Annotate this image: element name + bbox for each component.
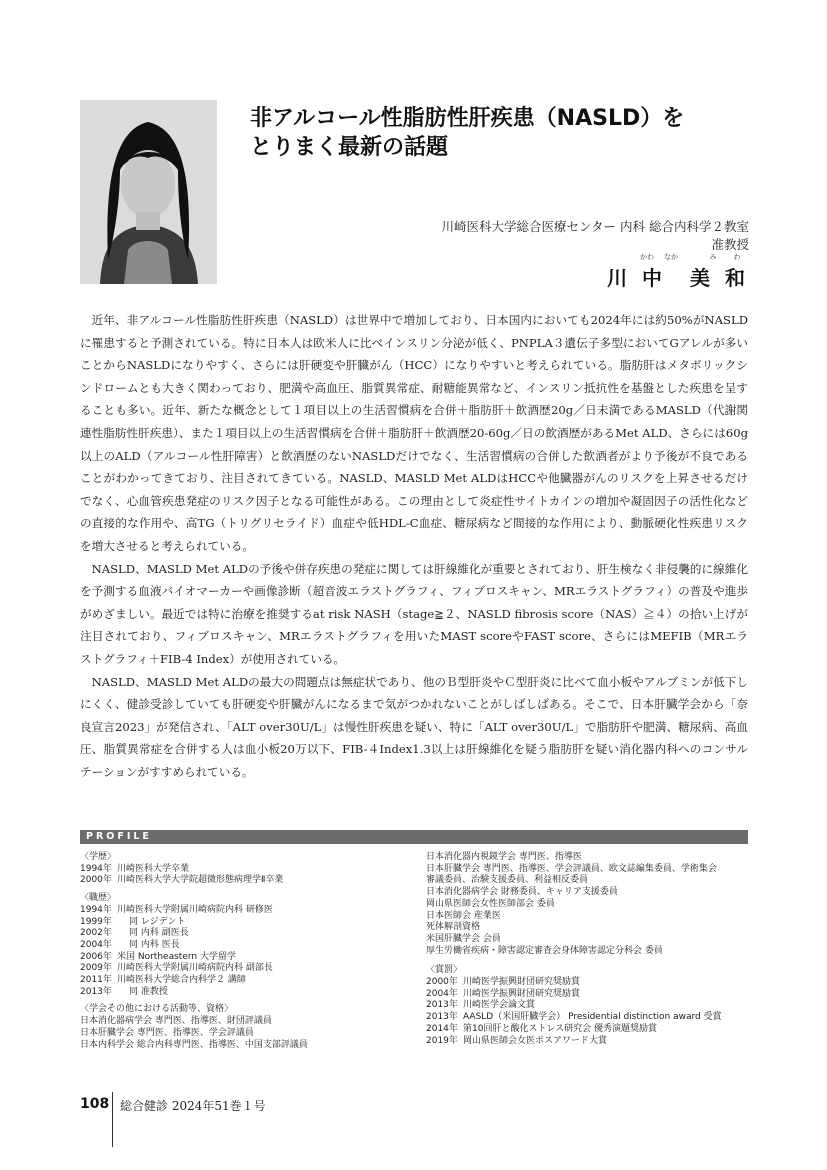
education-heading: 〈学歴〉 xyxy=(80,852,117,862)
award-row xyxy=(426,1000,756,1012)
journal-citation: 総合健診 2024年51巻１号 xyxy=(120,1099,266,1113)
career-row xyxy=(80,987,410,999)
row-year: 2013年 xyxy=(426,1000,458,1011)
row-text: AASLD（米国肝臓学会） Presidential distinction award 受賞 xyxy=(463,1012,722,1023)
award-row xyxy=(426,1036,756,1048)
body-paragraph-3: NASLD、MASLD Met ALDの最大の問題点は無症状であり、他のＢ型肝炎やＣ型肝炎に比べて血小板やアルブミンが低下しにくく、健診受診していても肝硬変や肝臓がんになるまで気がつかれないことがしばしばある。そこで、日本肝臓学会から「奈良宣言2023」が発信され、「ALT over30U/L」は慢性肝疾患を疑い、特に「ALT over30U/L」で脂肪肝や肥満、糖尿病、高血圧、脂質異常症を合併する人は血小板20万以下、FIB-４Index1.3以上は肝線維化を疑う脂肪肝を疑い消化器内科へのコンサルテーションがすすめられている。 xyxy=(80,674,748,779)
title-line-1: 非アルコール性脂肪性肝疾患（NASLD）を xyxy=(250,106,685,131)
row-year: 1994年 xyxy=(80,863,112,874)
affiliation-line-1: 川崎医科大学総合医療センター 内科 総合内科学２教室 xyxy=(441,219,749,234)
activity-line: 日本肝臓学会 専門医、指導医、学会評議員 xyxy=(80,1027,254,1038)
row-year: 2006年 xyxy=(80,951,112,962)
profile-header-bar xyxy=(80,830,748,844)
awards-heading: 〈賞罰〉 xyxy=(426,965,463,976)
row-text: 川崎医学振興財団研究奨励賞 xyxy=(463,988,581,999)
row-text: 川崎医科大学大学院超微形態病理学Ⅱ卒業 xyxy=(117,875,284,886)
profile-label: PROFILE xyxy=(86,831,152,842)
row-text: 川崎医科大学附属川崎病院内科 研修医 xyxy=(117,904,273,915)
ruby-gap xyxy=(683,252,701,262)
career-heading: 〈職歴〉 xyxy=(80,893,117,904)
activity-line: 岡山県医師会女性医師部会 委員 xyxy=(426,898,555,909)
row-text: 川崎医科大学附属川崎病院内科 副部長 xyxy=(117,963,273,974)
activities-heading: 〈学会その他における活動等、資格〉 xyxy=(80,1004,234,1015)
row-text: 同 レジデント xyxy=(129,916,186,927)
activity-line: 米国肝臓学会 会員 xyxy=(426,933,501,944)
row-year: 2013年 xyxy=(426,1012,458,1023)
ruby-1: かわ xyxy=(640,253,654,261)
education-row xyxy=(80,875,410,887)
row-year: 2000年 xyxy=(426,977,458,988)
affiliation xyxy=(442,218,749,254)
row-text: 岡山県医師会女医ポスアワード大賞 xyxy=(463,1035,608,1046)
row-year: 1999年 xyxy=(80,916,112,927)
activity-line: 日本医師会 産業医 xyxy=(426,910,501,921)
career-row xyxy=(80,940,410,952)
row-text: 川崎医科大学卒業 xyxy=(117,863,190,874)
education-section xyxy=(80,852,410,887)
award-row xyxy=(426,977,756,989)
activity-line: 日本消化器内視鏡学会 専門医、指導医 xyxy=(426,852,582,862)
row-text: 川崎医学会論文賞 xyxy=(463,1000,536,1011)
title-line-2: とりまく最新の話題 xyxy=(250,135,449,160)
career-row xyxy=(80,917,410,929)
author-ruby xyxy=(607,252,749,262)
author-photo xyxy=(80,100,217,284)
activities-section xyxy=(80,1004,410,1051)
career-row xyxy=(80,928,410,940)
ruby-4: わ xyxy=(733,253,741,261)
article-body xyxy=(80,309,748,783)
row-year: 2009年 xyxy=(80,963,112,974)
career-row xyxy=(80,952,410,964)
awards-section xyxy=(426,965,756,1047)
activity-line: 日本消化器病学会 財務委員、キャリア支援委員 xyxy=(426,887,618,898)
career-row xyxy=(80,975,410,987)
profile-right-column xyxy=(426,852,756,1047)
row-text: 同 内科 副医長 xyxy=(129,928,189,939)
award-row xyxy=(426,1024,756,1036)
row-text: 川崎医科大学総合内科学２ 講師 xyxy=(117,975,246,986)
portrait-image xyxy=(80,100,217,284)
row-year: 2004年 xyxy=(426,988,458,999)
profile-left-column xyxy=(80,852,410,1051)
row-text: 同 准教授 xyxy=(129,986,168,997)
page-number: 108 xyxy=(80,1096,110,1112)
career-row xyxy=(80,963,410,975)
activities-continued xyxy=(426,852,756,957)
row-year: 2011年 xyxy=(80,975,112,986)
career-row xyxy=(80,905,410,917)
row-text: 米国 Northeastern 大学留学 xyxy=(117,951,236,962)
award-row xyxy=(426,989,756,1001)
activity-line: 日本内科学会 総合内科専門医、指導医、中国支部評議員 xyxy=(80,1039,308,1050)
article-title xyxy=(250,104,770,162)
ruby-3: み xyxy=(709,253,717,261)
author-block xyxy=(607,252,749,291)
row-year: 1994年 xyxy=(80,904,112,915)
body-paragraph-2: NASLD、MASLD Met ALDの予後や併存疾患の発症に関しては肝線維化が重要とされており、肝生検なく非侵襲的に線維化を予測する血液バイオマーカーや画像診断（超音波エラストグラフィ、フィブロスキャン、MRエラストグラフィ）の普及や進歩がめざましい。最近では特に治療を推奨するat risk NASH（stage≧２、NASLD fibrosis score（NAS）≧４）の拾い上げが注目されており、フィブロスキャン、MRエラストグラフィを用いたMAST scoreやFAST score、さらにはMEFIB（MRエラストグラフィ＋FIB-4 Index）が使用されている。 xyxy=(80,561,748,666)
footer-divider xyxy=(112,1092,113,1147)
row-year: 2019年 xyxy=(426,1035,458,1046)
author-name: 川 中 美 和 xyxy=(607,266,749,290)
career-section xyxy=(80,893,410,998)
body-paragraph-1: 近年、非アルコール性脂肪性肝疾患（NASLD）は世界中で増加しており、日本国内においても2024年には約50%がNASLDに罹患すると予測されている。特に日本人は欧米人に比べインスリン分泌が低く、PNPLA３遺伝子多型においてGアレルが多いことからNASLDになりやすく、さらには肝硬変や肝臓がん（HCC）になりやすいと考えられている。脂肪肝はメタボリックシンドロームとも大きく関わっており、肥満や高血圧、脂質異常症、耐糖能異常など、インスリン抵抗性を基盤とした疾患を呈することも多い。近年、新たな概念として１項目以上の生活習慣病を合併＋脂肪肝＋飲酒歴20g／日未満であるMASLD（代謝関連性脂肪性肝疾患）、また１項目以上の生活習慣病を合併＋脂肪肝＋飲酒歴20-60g／日の飲酒歴があるMet ALD、さらには60g以上のALD（アルコール性肝障害）と飲酒歴のないNASLDだけでなく、生活習慣病の合併した飲酒者がより予後が不良であることがわかってきており、注目されてきている。NASLD、MASLD Met ALDはHCCや他臓器がんのリスクを上昇させるだけでなく、心血管疾患発症のリスク因子となる可能性がある。この理由として炎症性サイトカインの増加や凝固因子の活性化などの直接的な作用や、高TG（トリグリセライド）血症や低HDL-C血症、糖尿病など間接的な作用により、動脈硬化性疾患リスクを増大させると考えられている。 xyxy=(80,313,748,553)
ruby-2: なか xyxy=(664,253,678,261)
activity-line: 死体解剖資格 xyxy=(426,922,481,933)
row-text: 川崎医学振興財団研究奨励賞 xyxy=(463,977,581,988)
award-row xyxy=(426,1012,756,1024)
row-year: 2014年 xyxy=(426,1023,458,1034)
activity-line: 日本消化器病学会 専門医、指導医、財団評議員 xyxy=(80,1016,272,1027)
education-row xyxy=(80,864,410,876)
activity-line: 厚生労働省疾病・障害認定審査会身体障害認定分科会 委員 xyxy=(426,945,663,956)
row-text: 同 内科 医長 xyxy=(129,939,180,950)
row-year: 2000年 xyxy=(80,875,112,886)
row-year: 2013年 xyxy=(80,986,112,997)
activity-line: 日本肝臓学会 専門医、指導医、学会評議員、欧文誌編集委員、学術集会 xyxy=(426,863,717,874)
activity-line: 審議委員、治験支援委員、利益相反委員 xyxy=(426,875,589,886)
row-year: 2002年 xyxy=(80,928,112,939)
row-text: 第10回肝と酸化ストレス研究会 優秀演題奨励賞 xyxy=(463,1023,658,1034)
affiliation-line-2: 准教授 xyxy=(711,237,749,252)
row-year: 2004年 xyxy=(80,939,112,950)
